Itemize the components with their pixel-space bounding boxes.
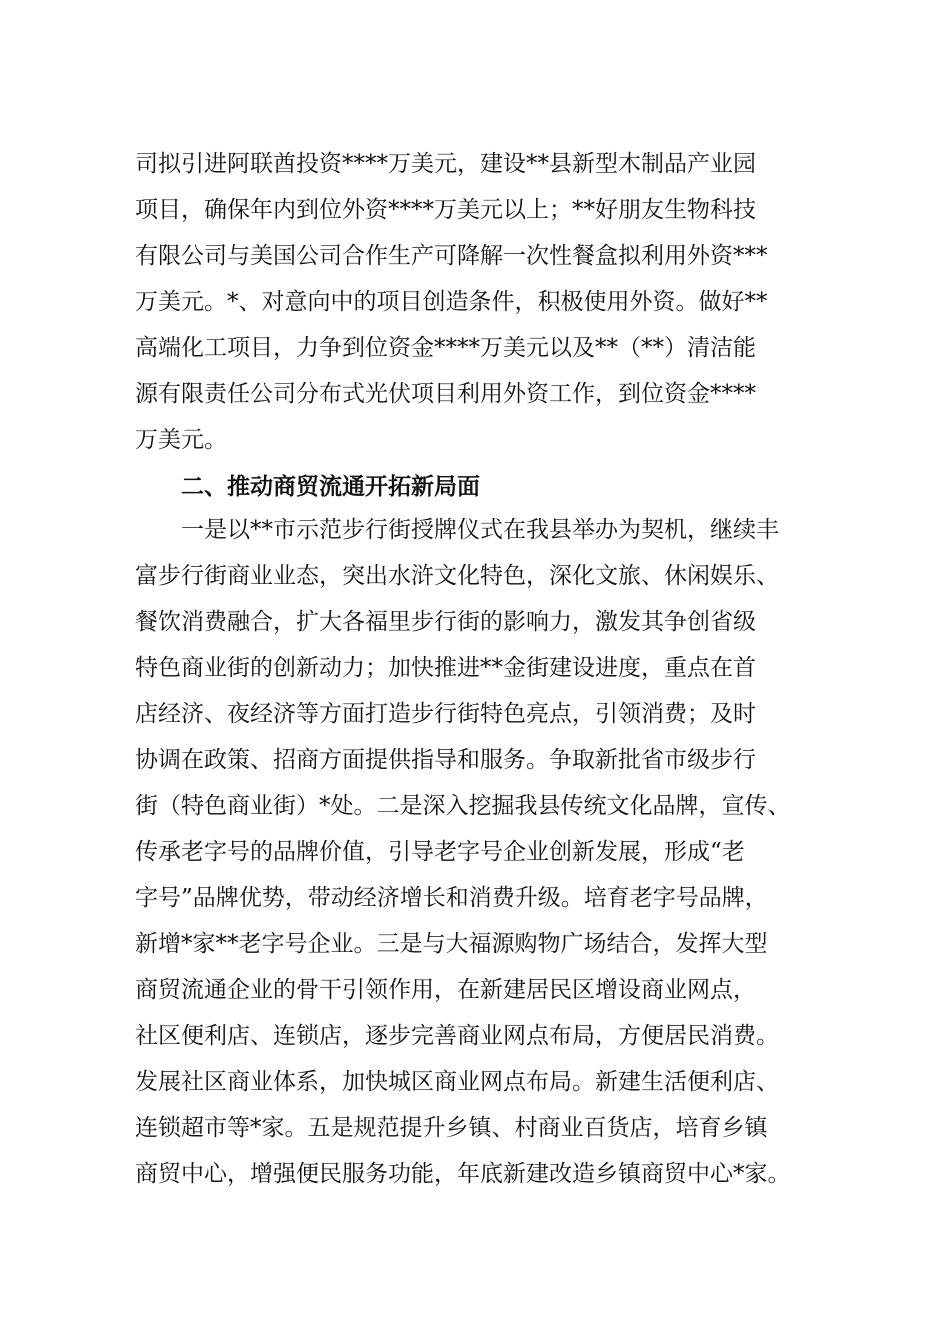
body-text-line: 传承老字号的品牌价值，引导老字号企业创新发展，形成“老 bbox=[135, 839, 745, 865]
body-text-line: 街（特色商业街）*处。二是深入挖掘我县传统文化品牌，宣传、 bbox=[135, 793, 791, 819]
body-text-line: 社区便利店、连锁店，逐步完善商业网点布局，方便居民消费。 bbox=[135, 1023, 779, 1049]
body-text-line: 富步行街商业业态，突出水浒文化特色，深化文旅、休闲娱乐、 bbox=[135, 563, 779, 589]
section-heading: 二、推动商贸流通开拓新局面 bbox=[135, 474, 480, 500]
body-text-line: 商贸流通企业的骨干引领作用，在新建居民区增设商业网点， bbox=[135, 977, 756, 1003]
body-text-line: 餐饮消费融合，扩大各福里步行街的影响力，激发其争创省级 bbox=[135, 609, 756, 635]
body-text-line: 连锁超市等*家。五是规范提升乡镇、村商业百货店，培育乡镇 bbox=[135, 1115, 768, 1141]
body-text-line: 协调在政策、招商方面提供指导和服务。争取新批省市级步行 bbox=[135, 747, 756, 773]
body-text-line: 项目，确保年内到位外资****万美元以上；**好朋友生物科技 bbox=[135, 197, 756, 223]
body-text-line: 有限公司与美国公司合作生产可降解一次性餐盒拟利用外资*** bbox=[135, 243, 768, 269]
body-text-line: 发展社区商业体系，加快城区商业网点布局。新建生活便利店、 bbox=[135, 1069, 779, 1095]
body-text-line: 司拟引进阿联酋投资****万美元，建设**县新型木制品产业园 bbox=[135, 151, 756, 177]
body-text-line: 一是以**市示范步行街授牌仪式在我县举办为契机，继续丰 bbox=[135, 517, 779, 543]
body-text-line: 万美元。 bbox=[135, 427, 227, 453]
body-text-line: 店经济、夜经济等方面打造步行街特色亮点，引领消费；及时 bbox=[135, 701, 756, 727]
body-text-line: 特色商业街的创新动力；加快推进**金街建设进度，重点在首 bbox=[135, 655, 756, 681]
body-text-line: 源有限责任公司分布式光伏项目利用外资工作，到位资金**** bbox=[135, 381, 756, 407]
body-text-line: 高端化工项目，力争到位资金****万美元以及**（**）清洁能 bbox=[135, 335, 756, 361]
body-text-line: 万美元。*、对意向中的项目创造条件，积极使用外资。做好** bbox=[135, 289, 768, 315]
body-text-line: 商贸中心，增强便民服务功能，年底新建改造乡镇商贸中心*家。 bbox=[135, 1161, 791, 1187]
body-text-line: 字号”品牌优势，带动经济增长和消费升级。培育老字号品牌， bbox=[135, 885, 768, 911]
body-text-line: 新增*家**老字号企业。三是与大福源购物广场结合，发挥大型 bbox=[135, 931, 768, 957]
